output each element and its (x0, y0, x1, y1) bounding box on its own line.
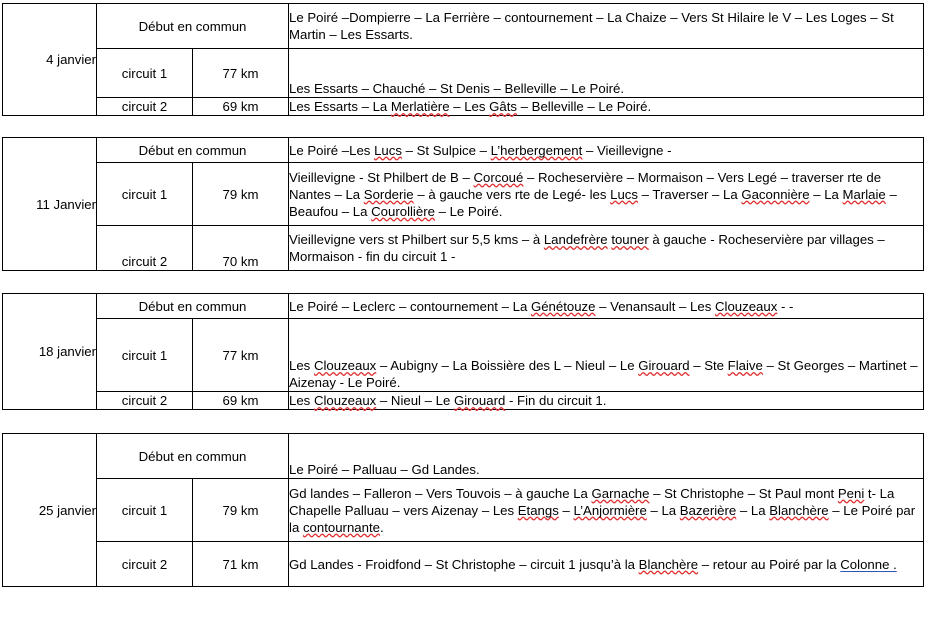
table-row (3, 4, 924, 49)
table-row (3, 226, 924, 271)
circuit-label: circuit 1 (97, 319, 193, 392)
table-row (3, 434, 924, 479)
circuit-label: circuit 2 (97, 392, 193, 410)
circuit-label: circuit 1 (97, 163, 193, 226)
circuit-description (289, 163, 924, 226)
table-row (3, 138, 924, 163)
circuit-distance: 70 km (193, 226, 289, 271)
common-start-label: Début en commun (97, 4, 289, 49)
description-text: Vieillevigne vers st Philbert sur 5,5 kms – à Landefrère touner à gauche - Rocheservière par villages – Mormaison - fin du circuit 1 - (289, 232, 885, 264)
date-cell: 18 janvier (3, 294, 97, 410)
common-start-label: Début en commun (97, 294, 289, 319)
table-row (3, 392, 924, 410)
circuit-label: circuit 2 (97, 226, 193, 271)
schedule-table-1 (2, 3, 924, 116)
description-text: Le Poiré – Leclerc – contournement – La Génétouze – Venansault – Les Clouzeaux - - (289, 298, 794, 314)
circuit-distance: 77 km (193, 319, 289, 392)
description-text: Gd Landes - Froidfond – St Christophe – circuit 1 jusqu’à la Blanchère – retour au Poiré par la Colonne . (289, 556, 897, 572)
circuit-description (289, 319, 924, 392)
circuit-label: circuit 1 (97, 479, 193, 542)
common-start-description (289, 294, 924, 319)
circuit-description (289, 98, 924, 116)
circuit-description (289, 49, 924, 98)
circuit-distance: 79 km (193, 163, 289, 226)
circuit-description (289, 479, 924, 542)
description-text: Les Clouzeaux – Nieul – Le Girouard - Fin du circuit 1. (289, 393, 607, 408)
circuit-description (289, 392, 924, 410)
description-text: Gd landes – Falleron – Vers Touvois – à gauche La Garnache – St Christophe – St Paul mont Peni t- La Chapelle Palluau – vers Aizenay – Les Etangs – L’Anjormière – La Bazerière – La Blanchère – Le Poiré par la contournante. (289, 485, 916, 535)
circuit-distance: 71 km (193, 542, 289, 587)
circuit-distance: 69 km (193, 98, 289, 116)
description-text: Vieillevigne - St Philbert de B – Corcoué – Rocheservière – Mormaison – Vers Legé – traverser rte de Nantes – La Sorderie – à gauche vers rte de Legé- les Lucs – Traverser – La Gaconnière – La Marlaie – Beaufou – La Courollière – Le Poiré. (289, 169, 897, 219)
common-start-label: Début en commun (97, 138, 289, 163)
circuit-description (289, 542, 924, 587)
table-row (3, 294, 924, 319)
table-row (3, 542, 924, 587)
date-cell: 11 Janvier (3, 138, 97, 271)
schedule-table-3 (2, 293, 924, 410)
common-start-description (289, 4, 924, 49)
description-text: Le Poiré – Palluau – Gd Landes. (289, 462, 480, 477)
circuit-distance: 77 km (193, 49, 289, 98)
table-row (3, 319, 924, 392)
circuit-distance: 69 km (193, 392, 289, 410)
circuit-description (289, 226, 924, 271)
description-text: Le Poiré –Dompierre – La Ferrière – contournement – La Chaize – Vers St Hilaire le V – Les Loges – St Martin – Les Essarts. (289, 10, 894, 42)
circuit-label: circuit 2 (97, 98, 193, 116)
table-row (3, 49, 924, 98)
description-text: Les Essarts – La Merlatière – Les Gâts – Belleville – Le Poiré. (289, 99, 652, 114)
common-start-label: Début en commun (97, 434, 289, 479)
description-text: Le Poiré –Les Lucs – St Sulpice – L’herbergement – Vieillevigne - (289, 142, 672, 158)
common-start-description (289, 138, 924, 163)
date-cell: 25 janvier (3, 434, 97, 587)
table-row (3, 98, 924, 116)
common-start-description (289, 434, 924, 479)
schedule-table-2 (2, 137, 924, 271)
date-cell: 4 janvier (3, 4, 97, 116)
description-text: Les Clouzeaux – Aubigny – La Boissière des L – Nieul – Le Girouard – Ste Flaive – St Georges – Martinet – Aizenay - Le Poiré. (289, 358, 918, 390)
description-text: Les Essarts – Chauché – St Denis – Belleville – Le Poiré. (289, 81, 625, 96)
schedule-table-4 (2, 433, 924, 587)
circuit-label: circuit 2 (97, 542, 193, 587)
circuit-distance: 79 km (193, 479, 289, 542)
table-row (3, 479, 924, 542)
table-row (3, 163, 924, 226)
circuit-label: circuit 1 (97, 49, 193, 98)
